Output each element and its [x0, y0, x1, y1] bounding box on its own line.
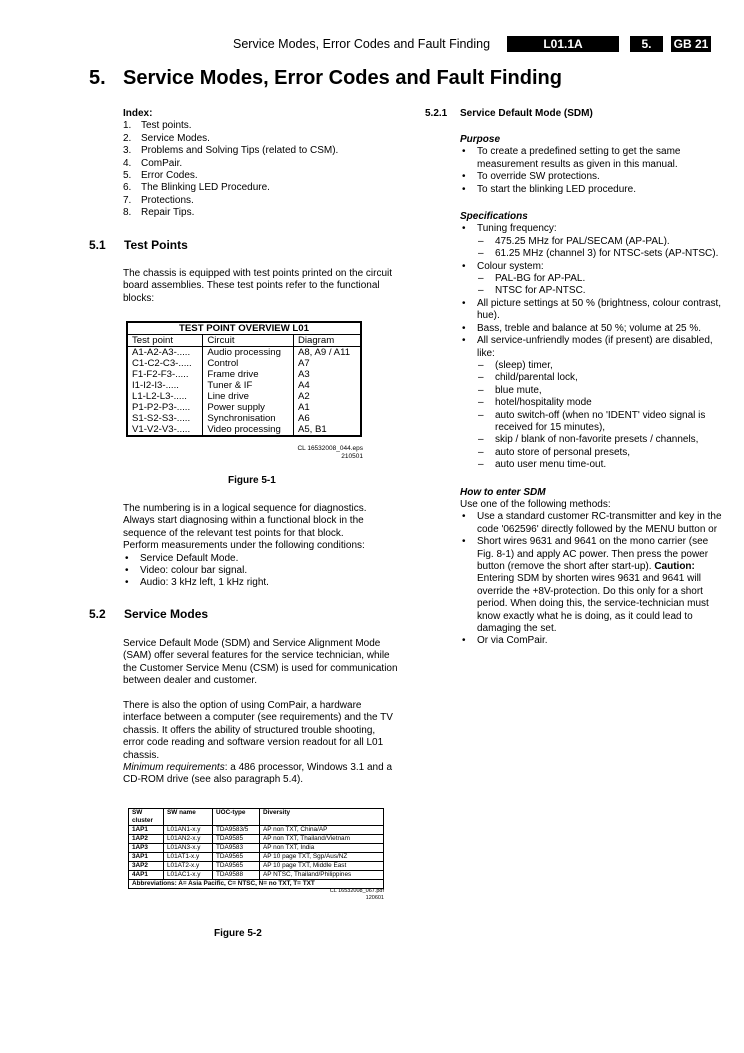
- section-number: 5.2: [89, 607, 106, 621]
- list-item: • All picture settings at 50 % (brightness, colour contrast, hue).: [460, 298, 725, 323]
- table-cell: AP non TXT, India: [260, 844, 384, 853]
- table-cell: L1-L2-L3-.....: [127, 391, 203, 402]
- table-cell: A1: [293, 402, 361, 413]
- enter-sdm-label: How to enter SDM: [460, 486, 546, 498]
- numbering-paragraph: The numbering is in a logical sequence for diagnostics. Always start diagnosing within a functional block in the sequence of the relevant test points for that block.: [123, 503, 367, 539]
- method2-text: Short wires 9631 and 9641 on the mono carrier (see Fig. 8-1) and apply AC power. Then press the power button (remove the short after start-up).: [477, 536, 709, 572]
- section-title: Test Points: [124, 238, 188, 252]
- sub-item: – 61.25 MHz (channel 3) for NTSC-sets (AP-NTSC).: [460, 248, 725, 260]
- table-cell: L01AT2-x.y: [164, 862, 213, 871]
- section-title: Service Modes: [124, 607, 209, 621]
- table-cell: 4AP1: [129, 871, 164, 880]
- index-number: 5.: [123, 170, 132, 182]
- figure-ref-code: CL 16532008_067.pdf: [329, 888, 384, 894]
- spec-unfriendly: All service-unfriendly modes (if present) are disabled, like:: [477, 335, 713, 359]
- index-text: Protections.: [141, 194, 194, 206]
- tuning-sublist: [460, 236, 725, 261]
- table-cell: L01AC1-x.y: [164, 871, 213, 880]
- section-5-2-1-heading: [425, 108, 725, 120]
- test-points-paragraph: The chassis is equipped with test points printed on the circuit board assemblies. These test points refer to the functional blocks:: [123, 268, 393, 304]
- table-cell: Frame drive: [203, 369, 294, 380]
- table-cell: S1-S2-S3-.....: [127, 413, 203, 424]
- table-row: [127, 391, 361, 402]
- index-item: [123, 145, 393, 157]
- index-text: Problems and Solving Tips (related to CSM).: [141, 145, 339, 157]
- table-header: UOC-type: [213, 809, 260, 826]
- index-item: [123, 170, 393, 182]
- table-cell: L01AT1-x.y: [164, 853, 213, 862]
- sub-item: – PAL-BG for AP-PAL.: [460, 273, 725, 285]
- table-row: [129, 844, 384, 853]
- purpose-label: Purpose: [460, 134, 501, 145]
- table-row: [127, 424, 361, 436]
- figure-2-caption: Figure 5-2: [214, 928, 262, 939]
- table-cell: Tuner & IF: [203, 380, 294, 391]
- specifications-label: Specifications: [460, 211, 528, 223]
- section-title: Service Default Mode (SDM): [460, 108, 593, 119]
- index-number: 1.: [123, 120, 132, 132]
- purpose-list: [460, 146, 725, 196]
- sub-item: – blue mute,: [460, 385, 725, 397]
- section-number: 5.1: [89, 238, 106, 252]
- section-5-1-intro: [123, 268, 398, 305]
- table-cell: Audio processing: [203, 347, 294, 359]
- table-header: Test point: [127, 335, 203, 347]
- unfriendly-sublist: [460, 360, 725, 472]
- index-item: [123, 120, 393, 132]
- chapter-title-text: Service Modes, Error Codes and Fault Finding: [123, 67, 562, 89]
- table-row: [127, 347, 361, 359]
- table-cell: TDA9583/5: [213, 826, 260, 835]
- section-5-2-heading: [89, 607, 208, 621]
- list-item: [460, 536, 725, 635]
- index-number: 2.: [123, 132, 132, 144]
- compair-paragraph: There is also the option of using ComPair, a hardware interface between a computer (see requirements) and the TV chassis. It offers the ability of structured trouble shooting, error code reading and software version readout for all L01 chassis.: [123, 700, 393, 761]
- table-cell: TDA9588: [213, 871, 260, 880]
- table-cell: I1-I2-I3-.....: [127, 380, 203, 391]
- table-cell: A2: [293, 391, 361, 402]
- table-cell: AP non TXT, Thailand/Vietnam: [260, 835, 384, 844]
- service-modes-paragraph: Service Default Mode (SDM) and Service Alignment Mode (SAM) offer several features for the service technician, while the Customer Service Menu (CSM) is used for communication between dealer and customer.: [123, 638, 398, 687]
- index-number: 8.: [123, 207, 132, 219]
- index-text: Repair Tips.: [141, 207, 195, 219]
- index-text: ComPair.: [141, 157, 183, 169]
- table-cell: F1-F2-F3-.....: [127, 369, 203, 380]
- sub-item: – child/parental lock,: [460, 372, 725, 384]
- index-number: 7.: [123, 194, 132, 206]
- table-row: [129, 826, 384, 835]
- table-row: [127, 369, 361, 380]
- index-number: 4.: [123, 157, 132, 169]
- sub-item: – NTSC for AP-NTSC.: [460, 285, 725, 297]
- table-row: [129, 862, 384, 871]
- table-cell: Synchronisation: [203, 413, 294, 424]
- sub-item: – 475.25 MHz for PAL/SECAM (AP-PAL).: [460, 236, 725, 248]
- table-cell: C1-C2-C3-.....: [127, 358, 203, 369]
- spec-tuning: Tuning frequency:: [477, 223, 557, 235]
- section-5-1-heading: [89, 238, 188, 252]
- index-text: The Blinking LED Procedure.: [141, 182, 270, 194]
- section-number: 5.2.1: [425, 108, 448, 119]
- header-page-badge: GB 21: [671, 36, 711, 52]
- table-cell: L01AN2-x.y: [164, 835, 213, 844]
- chapter-title: [89, 67, 562, 90]
- list-item: • Use a standard customer RC-transmitter and key in the code '062596' directly followed by the MENU button or: [460, 511, 725, 536]
- list-item: • Service Default Mode.: [123, 553, 398, 565]
- table-header: SW name: [164, 809, 213, 826]
- table-cell: Control: [203, 358, 294, 369]
- table-cell: AP NTSC, Thailand/Philippines: [260, 871, 384, 880]
- table-title: TEST POINT OVERVIEW L01: [127, 322, 361, 335]
- running-header-title: Service Modes, Error Codes and Fault Finding: [233, 37, 491, 51]
- index-item: [123, 133, 393, 145]
- specifications-list: [460, 223, 725, 471]
- list-item: • Video: colour bar signal.: [123, 565, 398, 577]
- table-cell: L01AN3-x.y: [164, 844, 213, 853]
- table-cell: P1-P2-P3-.....: [127, 402, 203, 413]
- enter-sdm-intro: Use one of the following methods:: [460, 498, 611, 510]
- index-number: 6.: [123, 182, 132, 194]
- table-cell: A6: [293, 413, 361, 424]
- figure-1-caption: Figure 5-1: [228, 475, 276, 486]
- list-item: • Or via ComPair.: [460, 635, 725, 647]
- sdm-body: [460, 134, 725, 648]
- table-cell: A8, A9 / A11: [293, 347, 361, 359]
- table-cell: TDA9565: [213, 853, 260, 862]
- table-cell: TDA9565: [213, 862, 260, 871]
- index-item: [123, 207, 393, 219]
- table-header: Circuit: [203, 335, 294, 347]
- list-item: • Bass, treble and balance at 50 %; volume at 25 %.: [460, 323, 725, 335]
- method2-caution-text: Entering SDM by shorten wires 9631 and 9641 will override the +8V-protection. Do this only for a short period. When doing this, the service-technician must know exactly what he is doing, as it could lead to damaging the set.: [477, 573, 709, 635]
- caution-label: Caution:: [654, 561, 695, 572]
- table-cell: A3: [293, 369, 361, 380]
- index-item: [123, 182, 393, 194]
- index-text: Test points.: [141, 120, 192, 132]
- table-cell: TDA9585: [213, 835, 260, 844]
- table-cell: A5, B1: [293, 424, 361, 436]
- list-item: • To start the blinking LED procedure.: [460, 184, 725, 196]
- table-cell: 1AP1: [129, 826, 164, 835]
- chapter-number: 5.: [89, 67, 106, 89]
- table-footer: Abbreviations: A= Asia Pacific, C= NTSC, N= no TXT, T= TXT: [129, 880, 384, 889]
- figure-ref-code: CL 16532008_044.eps: [297, 445, 363, 452]
- header-model-badge: L01.1A: [507, 36, 619, 52]
- table-cell: 3AP2: [129, 862, 164, 871]
- list-item: • To create a predefined setting to get the same measurement results as given in this manual.: [460, 146, 725, 171]
- index-label: Index:: [123, 108, 153, 119]
- section-5-2-body: [123, 638, 398, 787]
- sub-item: – auto store of personal presets,: [460, 447, 725, 459]
- table-header: Diagram: [293, 335, 361, 347]
- table-row: [127, 380, 361, 391]
- list-item: • Audio: 3 kHz left, 1 kHz right.: [123, 577, 398, 589]
- table-cell: AP non TXT, China/AP: [260, 826, 384, 835]
- diagnostics-block: [123, 503, 398, 590]
- table-row: [127, 358, 361, 369]
- test-point-table: [126, 321, 362, 437]
- index-text: Service Modes.: [141, 132, 210, 144]
- spec-colour: Colour system:: [477, 260, 544, 272]
- table-row: [127, 413, 361, 424]
- table-cell: L01AN1-x.y: [164, 826, 213, 835]
- figure-ref-date: 210501: [341, 453, 363, 460]
- colour-sublist: [460, 273, 725, 298]
- table-cell: Video processing: [203, 424, 294, 436]
- figure-2-reference: [290, 888, 384, 902]
- conditions-list: [123, 553, 398, 590]
- sub-item: – auto switch-off (when no 'IDENT' video signal is received for 15 minutes),: [460, 410, 725, 435]
- table-cell: TDA9583: [213, 844, 260, 853]
- table-row: [129, 835, 384, 844]
- index-number: 3.: [123, 145, 132, 157]
- table-cell: A7: [293, 358, 361, 369]
- list-item: • To override SW protections.: [460, 171, 725, 183]
- table-cell: 1AP2: [129, 835, 164, 844]
- list-item: [460, 223, 725, 260]
- table-header: SW cluster: [129, 809, 164, 826]
- index-list: [123, 120, 393, 219]
- table-cell: Power supply: [203, 402, 294, 413]
- table-cell: A4: [293, 380, 361, 391]
- header-chapter-badge: 5.: [630, 36, 663, 52]
- sub-item: – (sleep) timer,: [460, 360, 725, 372]
- table-cell: V1-V2-V3-.....: [127, 424, 203, 436]
- index-item: [123, 158, 393, 170]
- perform-paragraph: Perform measurements under the following conditions:: [123, 540, 365, 552]
- list-item: [460, 335, 725, 471]
- table-header: Diversity: [260, 809, 384, 826]
- table-row: [127, 402, 361, 413]
- sub-item: – skip / blank of non-favorite presets / channels,: [460, 434, 725, 446]
- sub-item: – auto user menu time-out.: [460, 459, 725, 471]
- enter-methods-list: [460, 511, 725, 647]
- figure-1-reference: [250, 445, 363, 461]
- table-cell: 3AP1: [129, 853, 164, 862]
- figure-ref-date: 120601: [365, 895, 384, 901]
- index-text: Error Codes.: [141, 170, 198, 182]
- min-requirements-text: : a 486 processor, Windows 3.1 and a CD-ROM drive (see also paragraph 5.4).: [123, 762, 393, 786]
- sub-item: – hotel/hospitality mode: [460, 397, 725, 409]
- table-row: [129, 871, 384, 880]
- table-cell: A1-A2-A3-.....: [127, 347, 203, 359]
- min-requirements-label: Minimum requirements: [123, 762, 225, 774]
- table-cell: AP 10 page TXT, Sgp/Aus/NZ: [260, 853, 384, 862]
- table-cell: 1AP3: [129, 844, 164, 853]
- table-cell: Line drive: [203, 391, 294, 402]
- software-cluster-table: [128, 808, 384, 889]
- index-block: [123, 108, 393, 220]
- table-cell: AP 10 page TXT, Middle East: [260, 862, 384, 871]
- list-item: [460, 261, 725, 298]
- table-row: [129, 853, 384, 862]
- index-item: [123, 195, 393, 207]
